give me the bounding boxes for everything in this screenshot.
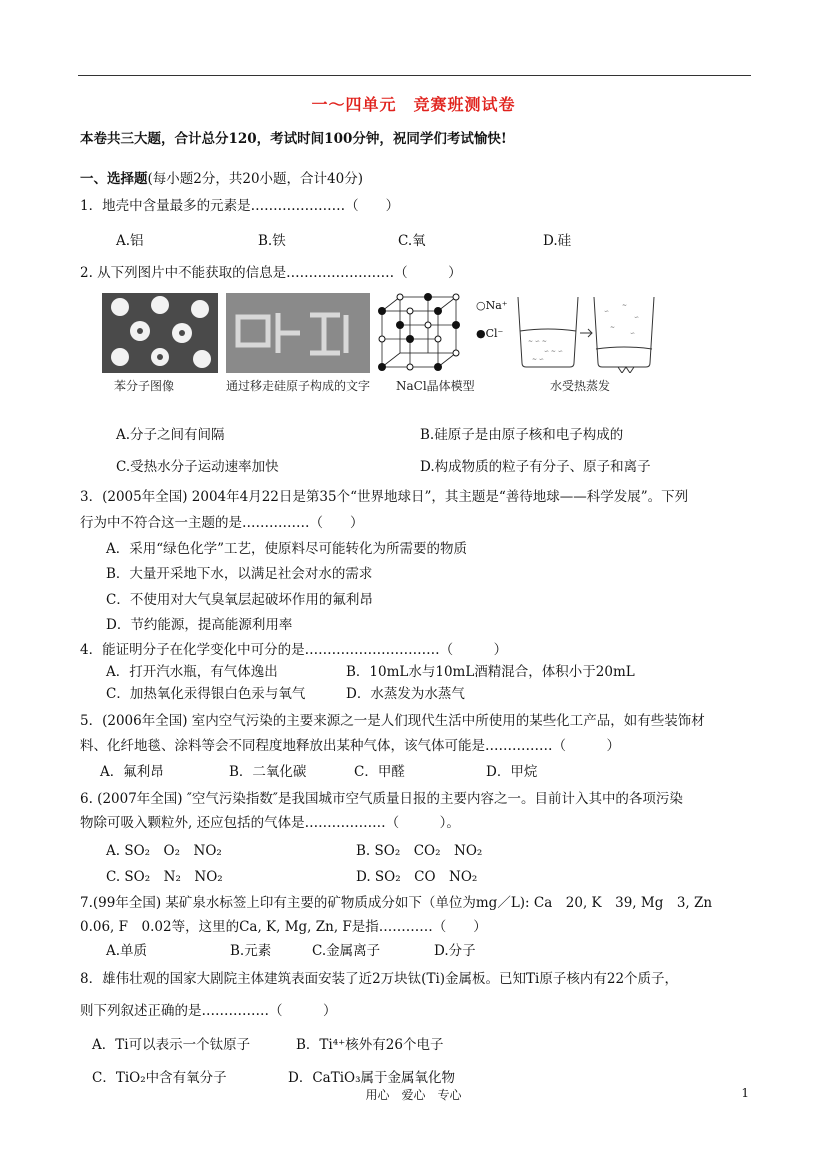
- caption-silicon: 通过移走硅原子构成的文字: [226, 379, 371, 393]
- q1-option-a[interactable]: A.铝: [116, 233, 144, 249]
- section-label: 一、选择题: [80, 171, 148, 187]
- svg-text:~ ∽: ~ ∽: [532, 356, 544, 363]
- caption-benzene: 苯分子图像: [114, 379, 175, 393]
- q8-option-a[interactable]: A．Ti可以表示一个钛原子: [92, 1037, 251, 1053]
- q5-option-a[interactable]: A．氟利昂: [100, 764, 164, 780]
- q4-option-a[interactable]: A．打开汽水瓶，有气体逸出: [106, 664, 278, 680]
- q1-option-c[interactable]: C.氧: [398, 233, 426, 249]
- q4-option-d[interactable]: D．水蒸发为水蒸气: [346, 686, 465, 702]
- benzene-molecule-image: [102, 293, 218, 373]
- page-title: 一～四单元 竞赛班测试卷: [311, 95, 516, 114]
- svg-text:∽: ∽: [630, 330, 636, 337]
- q2-option-c[interactable]: C.受热水分子运动速率加快: [116, 459, 279, 475]
- q3-option-a[interactable]: A．采用“绿色化学”工艺，使原料尽可能转化为所需要的物质: [106, 541, 468, 557]
- caption-water: 水受热蒸发: [550, 379, 611, 393]
- q5-option-c[interactable]: C．甲醛: [354, 764, 405, 780]
- q8-stem-line2: 则下列叙述正确的是……………（ ）: [80, 1003, 337, 1019]
- q6-option-c[interactable]: C. SO₂ N₂ NO₂: [106, 869, 223, 885]
- q3-option-c[interactable]: C．不使用对大气臭氧层起破坏作用的氟利昂: [106, 592, 373, 608]
- legend-na-ion: ○Na⁺: [476, 299, 508, 312]
- nacl-crystal-model: [376, 293, 476, 373]
- q6-option-a[interactable]: A. SO₂ O₂ NO₂: [106, 843, 222, 859]
- q6-stem-line2: 物除可吸入颗粒外, 还应包括的气体是………………（ ）。: [80, 815, 460, 831]
- q1-stem: 1．地壳中含量最多的元素是…………………（ ）: [80, 198, 400, 214]
- q7-option-d[interactable]: D.分子: [434, 943, 476, 959]
- q7-stem-line2: 0.06, F 0.02等，这里的Ca, K, Mg, Zn, F是指…………（ ）: [80, 919, 487, 935]
- q6-stem-line1: 6. (2007年全国) ″空气污染指数″是我国城市空气质量日报的主要内容之一。目前计入其中的各项污染: [80, 791, 683, 807]
- section-heading: [80, 167, 363, 187]
- q5-option-b[interactable]: B．二氧化碳: [229, 764, 307, 780]
- q7-option-a[interactable]: A.单质: [106, 943, 148, 959]
- page-number: 1: [741, 1086, 749, 1100]
- q5-stem-line2: 料、化纤地毯、涂料等会不同程度地释放出某种气体，该气体可能是……………（ ）: [80, 738, 620, 754]
- svg-text:~: ~: [610, 324, 616, 331]
- q7-stem-line1: 7.(99年全国) 某矿泉水标签上印有主要的矿物质成分如下（单位为mg／L): Ca 20, K 39, Mg 3, Zn: [80, 895, 713, 911]
- silicon-atom-text-image: [226, 293, 370, 373]
- q2-option-d[interactable]: D.构成物质的粒子有分子、原子和离子: [420, 459, 651, 475]
- q4-stem: 4．能证明分子在化学变化中可分的是…………………………（ ）: [80, 642, 508, 658]
- q3-option-d[interactable]: D．节约能源，提高能源利用率: [106, 617, 293, 633]
- caption-nacl: NaCl晶体模型: [396, 379, 475, 393]
- q8-option-b[interactable]: B．Ti⁴⁺核外有26个电子: [296, 1037, 444, 1053]
- q8-option-c[interactable]: C．TiO₂中含有氧分子: [92, 1070, 227, 1086]
- water-evaporation-diagram: [514, 293, 658, 373]
- legend-na-label: Na⁺: [485, 299, 508, 312]
- q8-stem-line1: 8．雄伟壮观的国家大剧院主体建筑表面安装了近2万块钛(Ti)金属板。已知Ti原子核内有22个质子，: [80, 971, 679, 987]
- legend-cl-label: Cl⁻: [485, 327, 504, 340]
- q3-stem-line1: 3．(2005年全国) 2004年4月22日是第35个“世界地球日”，其主题是“善待地球——科学发展”。下列: [80, 489, 689, 505]
- page-footer: 用心 爱心 专心: [365, 1088, 462, 1102]
- q4-option-c[interactable]: C．加热氧化汞得银白色汞与氧气: [106, 686, 306, 702]
- svg-text:∽: ∽: [604, 308, 610, 315]
- q7-option-c[interactable]: C.金属离子: [312, 943, 381, 959]
- q7-option-b[interactable]: B.元素: [230, 943, 272, 959]
- q6-option-b[interactable]: B. SO₂ CO₂ NO₂: [356, 843, 483, 859]
- q3-option-b[interactable]: B．大量开采地下水，以满足社会对水的需求: [106, 566, 373, 582]
- svg-text:~: ~: [622, 302, 628, 309]
- q8-option-d[interactable]: D．CaTiO₃属于金属氧化物: [288, 1070, 456, 1086]
- q6-option-d[interactable]: D. SO₂ CO NO₂: [356, 869, 478, 885]
- q2-stem: 2. 从下列图片中不能获取的信息是……………………（ ）: [80, 265, 462, 281]
- q3-stem-line2: 行为中不符合这一主题的是……………（ ）: [80, 515, 364, 531]
- q1-option-b[interactable]: B.铁: [258, 233, 286, 249]
- q2-option-b[interactable]: B.硅原子是由原子核和电子构成的: [420, 427, 624, 443]
- exam-intro: 本卷共三大题，合计总分120，考试时间100分钟，祝同学们考试愉快!: [80, 131, 507, 147]
- section-note: (每小题2分，共20小题，合计40分): [147, 171, 363, 187]
- header-rule: [78, 75, 751, 76]
- q2-figure-row: [102, 293, 655, 398]
- q5-stem-line1: 5．(2006年全国) 室内空气污染的主要来源之一是人们现代生活中所使用的某些化工产品，如有些装饰材: [80, 713, 705, 729]
- svg-text:~ ∽ ~: ~ ∽ ~: [528, 338, 547, 345]
- svg-text:∽: ∽: [634, 314, 640, 321]
- svg-text:∽ ~ ∽: ∽ ~ ∽: [544, 348, 563, 355]
- legend-cl-ion: ●Cl⁻: [476, 327, 504, 340]
- q5-option-d[interactable]: D．甲烷: [486, 764, 538, 780]
- q2-option-a[interactable]: A.分子之间有间隔: [116, 427, 225, 443]
- q1-option-d[interactable]: D.硅: [543, 233, 572, 249]
- q4-option-b[interactable]: B．10mL水与10mL酒精混合，体积小于20mL: [346, 664, 635, 680]
